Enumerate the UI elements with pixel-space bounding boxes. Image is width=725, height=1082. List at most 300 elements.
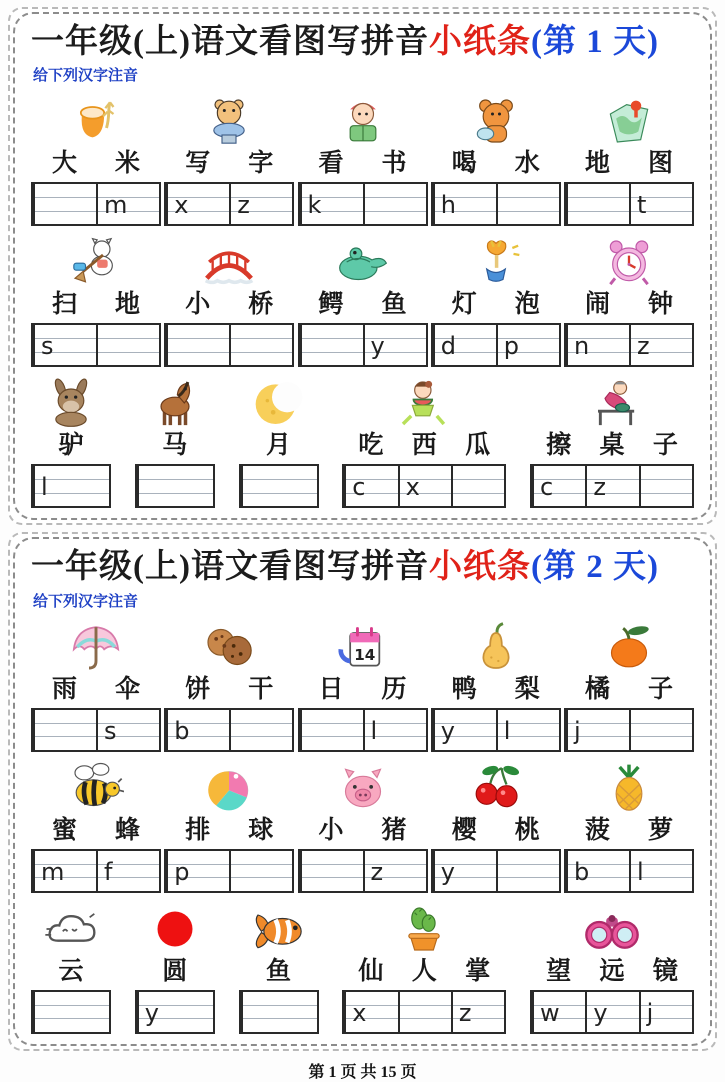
pinyin-grid (564, 323, 694, 367)
pinyin-cell[interactable] (300, 184, 363, 224)
pinyin-grid (31, 464, 111, 508)
word-character: 桃 (514, 816, 540, 844)
pinyin-cell[interactable] (433, 325, 496, 365)
pinyin-hint-letter: y (370, 332, 385, 361)
pinyin-hint-letter: p (503, 332, 519, 361)
rice-basket-icon (68, 95, 124, 147)
tulip-lamp-illustration (468, 230, 524, 288)
clownfish-icon (251, 903, 307, 955)
word-item-map (564, 89, 694, 226)
bear-drinking-illustration (468, 89, 524, 147)
word-character: 地 (114, 291, 140, 319)
wiping-table-icon (584, 377, 640, 429)
red-bridge-illustration (201, 230, 257, 288)
pinyin-cell[interactable] (137, 992, 213, 1032)
pinyin-cell[interactable] (398, 992, 451, 1032)
girl-watermelon-illustration (396, 371, 452, 429)
word-character: 米 (114, 150, 140, 178)
word-item-crocodile (298, 230, 428, 367)
section-title-highlight: 小纸条 (428, 24, 531, 60)
word-character: 鱼 (265, 957, 291, 985)
worksheet-strip-day-2 (8, 532, 717, 1050)
pinyin-grid (31, 182, 161, 226)
word-character: 伞 (114, 675, 140, 703)
pinyin-grid (530, 464, 694, 508)
pinyin-cell[interactable] (629, 325, 692, 365)
word-characters (33, 675, 159, 705)
pinyin-hint-letter: x (174, 191, 189, 220)
word-character: 喝 (451, 150, 477, 178)
word-character: 望 (546, 957, 572, 985)
word-characters (566, 149, 692, 179)
word-character: 蜂 (114, 816, 140, 844)
word-characters (300, 290, 426, 320)
word-character: 雨 (51, 675, 77, 703)
pinyin-cell[interactable] (137, 466, 213, 506)
word-item-calendar (298, 615, 428, 752)
section-title-day: (第 2 天) (530, 549, 659, 586)
word-characters (137, 431, 213, 461)
pinyin-hint-letter: c (540, 473, 554, 502)
word-characters (433, 816, 559, 846)
pinyin-grid (342, 464, 506, 508)
red-circle-icon (147, 903, 203, 955)
pinyin-cell[interactable] (241, 466, 317, 506)
pinyin-hint-letter: z (458, 998, 472, 1027)
pinyin-grid (431, 323, 561, 367)
word-item-umbrella (31, 615, 161, 752)
pinyin-grid (31, 708, 161, 752)
pinyin-cell[interactable] (33, 325, 96, 365)
section-title-highlight: 小纸条 (428, 549, 531, 586)
word-item-cookies (164, 615, 294, 752)
pinyin-cell[interactable] (33, 992, 109, 1032)
section-title-main: 一年级(上)语文看图写拼音 (31, 549, 429, 586)
pinyin-grid (298, 849, 428, 893)
word-item-red-circle (135, 897, 215, 1034)
pinyin-grid (564, 708, 694, 752)
pinyin-cell[interactable] (229, 710, 292, 750)
pinyin-grid (564, 849, 694, 893)
cat-sweeping-illustration (68, 230, 124, 288)
word-character: 书 (381, 150, 407, 178)
word-characters (137, 957, 213, 987)
pinyin-hint-letter: l (637, 857, 644, 886)
word-characters (33, 957, 109, 987)
pinyin-grid (530, 990, 694, 1034)
pinyin-cell[interactable] (629, 710, 692, 750)
pinyin-cell[interactable] (229, 325, 292, 365)
pineapple-illustration (601, 756, 657, 814)
word-character: 排 (185, 816, 211, 844)
worksheet-strip-day-1 (8, 7, 717, 525)
pinyin-cell[interactable] (363, 184, 426, 224)
pineapple-icon (601, 762, 657, 814)
word-characters (344, 431, 504, 461)
alarm-clock-icon (601, 236, 657, 288)
pinyin-cell[interactable] (33, 466, 109, 506)
rice-basket-illustration (68, 89, 124, 147)
word-item-child-reading (298, 89, 428, 226)
child-reading-illustration (335, 89, 391, 147)
word-character: 圆 (162, 957, 188, 985)
word-character: 大 (51, 150, 77, 178)
pinyin-cell[interactable] (532, 992, 585, 1032)
section-title (31, 547, 694, 588)
word-character: 泡 (514, 291, 540, 319)
word-item-donkey (31, 371, 111, 508)
pinyin-cell[interactable] (566, 184, 629, 224)
word-character: 桌 (599, 432, 625, 460)
pinyin-hint-letter: p (174, 857, 190, 886)
word-character: 马 (162, 432, 188, 460)
pinyin-hint-letter: c (352, 473, 366, 502)
word-characters (300, 816, 426, 846)
cookies-icon (201, 621, 257, 673)
word-character: 鸭 (451, 675, 477, 703)
pinyin-grid (431, 708, 561, 752)
word-item-red-bridge (164, 230, 294, 367)
calendar-icon (335, 621, 391, 673)
pinyin-cell[interactable] (398, 466, 451, 506)
pinyin-hint-letter: j (574, 716, 581, 745)
donkey-icon (43, 377, 99, 429)
svg-text:14: 14 (353, 645, 375, 664)
pinyin-hint-letter: h (440, 191, 456, 220)
word-character: 鳄 (318, 291, 344, 319)
word-character: 擦 (546, 432, 572, 460)
pinyin-cell[interactable] (344, 992, 397, 1032)
word-character: 掌 (465, 957, 491, 985)
word-item-pear (431, 615, 561, 752)
pinyin-cell[interactable] (496, 325, 559, 365)
word-characters (241, 431, 317, 461)
word-character: 图 (647, 150, 673, 178)
pinyin-hint-letter: l (41, 473, 48, 502)
tulip-lamp-icon (468, 236, 524, 288)
cat-sweeping-icon (68, 236, 124, 288)
pinyin-hint-letter: l (503, 716, 511, 745)
cactus-icon (396, 903, 452, 955)
red-bridge-icon (201, 236, 257, 288)
word-item-moon (239, 371, 319, 508)
word-characters (433, 290, 559, 320)
word-character: 地 (584, 150, 610, 178)
word-character: 月 (265, 432, 291, 460)
binoculars-illustration (584, 897, 640, 955)
pinyin-cell[interactable] (166, 851, 229, 891)
pinyin-cell[interactable] (363, 710, 426, 750)
child-reading-icon (335, 95, 391, 147)
word-item-tangerine (564, 615, 694, 752)
page-number: 第 1 页 共 15 页 (308, 1063, 417, 1081)
pinyin-cell[interactable] (300, 710, 363, 750)
pear-icon (468, 621, 524, 673)
pinyin-hint-letter: m (104, 191, 128, 220)
word-item-wiping-table (530, 371, 694, 508)
bee-icon (68, 762, 124, 814)
clownfish-illustration (251, 897, 307, 955)
wiping-table-illustration (584, 371, 640, 429)
word-item-tiger-writing (164, 89, 294, 226)
word-character: 小 (185, 291, 211, 319)
word-characters (166, 149, 292, 179)
section-title-main: 一年级(上)语文看图写拼音 (31, 24, 429, 60)
word-item-cloud (31, 897, 111, 1034)
pinyin-cell[interactable] (496, 710, 559, 750)
pinyin-cell[interactable] (344, 466, 397, 506)
pinyin-cell[interactable] (451, 992, 504, 1032)
pinyin-cell[interactable] (96, 325, 159, 365)
item-row (31, 230, 694, 367)
word-characters (241, 957, 317, 987)
pinyin-grid (31, 849, 161, 893)
pinyin-grid (135, 464, 215, 508)
pinyin-hint-letter: b (574, 857, 590, 886)
binoculars-icon (584, 903, 640, 955)
word-item-cherries (431, 756, 561, 893)
pinyin-grid (164, 323, 294, 367)
word-characters (33, 290, 159, 320)
pinyin-cell[interactable] (433, 851, 496, 891)
cactus-illustration (396, 897, 452, 955)
pinyin-cell[interactable] (96, 184, 159, 224)
beach-ball-icon (201, 762, 257, 814)
pinyin-cell[interactable] (639, 992, 692, 1032)
pinyin-cell[interactable] (96, 851, 159, 891)
pinyin-cell[interactable] (566, 710, 629, 750)
pinyin-grid (431, 182, 561, 226)
pinyin-grid (164, 849, 294, 893)
map-icon (601, 95, 657, 147)
word-item-tulip-lamp (431, 230, 561, 367)
umbrella-icon (68, 621, 124, 673)
pinyin-hint-letter: b (174, 716, 190, 745)
pinyin-cell[interactable] (166, 710, 229, 750)
pinyin-cell[interactable] (566, 851, 629, 891)
tangerine-illustration (601, 615, 657, 673)
pinyin-grid (298, 708, 428, 752)
beach-ball-illustration (201, 756, 257, 814)
pinyin-cell[interactable] (585, 992, 638, 1032)
word-characters (33, 149, 159, 179)
worksheet-page (0, 7, 725, 1051)
pinyin-grid (164, 182, 294, 226)
word-character: 扫 (51, 291, 77, 319)
pinyin-cell[interactable] (629, 851, 692, 891)
word-character: 远 (599, 957, 625, 985)
word-item-bear-drinking (431, 89, 561, 226)
word-character: 瓜 (465, 432, 491, 460)
tiger-writing-icon (201, 95, 257, 147)
section-instruction: 给下列汉字注音 (33, 592, 139, 610)
word-characters (166, 290, 292, 320)
pinyin-hint-letter: z (593, 473, 606, 502)
pinyin-cell[interactable] (629, 184, 692, 224)
word-character: 菠 (584, 816, 610, 844)
word-item-alarm-clock (564, 230, 694, 367)
pinyin-cell[interactable] (229, 851, 292, 891)
word-character: 灯 (451, 291, 477, 319)
alarm-clock-illustration (601, 230, 657, 288)
pinyin-cell[interactable] (166, 184, 229, 224)
word-character: 日 (318, 675, 344, 703)
pinyin-cell[interactable] (496, 184, 559, 224)
cherries-icon (468, 762, 524, 814)
pinyin-hint-letter: y (144, 998, 159, 1027)
item-row (31, 897, 694, 1034)
item-row (31, 89, 694, 226)
worksheet-section-day-2 (13, 537, 712, 1045)
word-character: 梨 (514, 675, 540, 703)
pig-icon (335, 762, 391, 814)
donkey-illustration (43, 371, 99, 429)
tiger-writing-illustration (201, 89, 257, 147)
word-character: 猪 (381, 816, 407, 844)
word-item-clownfish (239, 897, 319, 1034)
pinyin-cell[interactable] (300, 325, 363, 365)
word-character: 橘 (584, 675, 610, 703)
word-character: 仙 (358, 957, 384, 985)
word-characters (33, 816, 159, 846)
section-title (31, 22, 694, 63)
word-item-cat-sweeping (31, 230, 161, 367)
pinyin-hint-letter: t (637, 191, 647, 220)
pinyin-grid (342, 990, 506, 1034)
pinyin-hint-letter: k (307, 191, 322, 220)
word-characters (300, 675, 426, 705)
word-character: 吃 (358, 432, 384, 460)
pinyin-grid (239, 464, 319, 508)
word-character: 小 (318, 816, 344, 844)
crocodile-icon (335, 236, 391, 288)
cloud-icon (43, 903, 99, 955)
word-character: 钟 (647, 291, 673, 319)
pig-illustration (335, 756, 391, 814)
pinyin-grid (431, 849, 561, 893)
pinyin-cell[interactable] (300, 851, 363, 891)
word-characters (433, 675, 559, 705)
word-character: 樱 (451, 816, 477, 844)
crocodile-illustration (335, 230, 391, 288)
pinyin-hint-letter: y (440, 857, 455, 886)
word-item-binoculars (530, 897, 694, 1034)
word-character: 子 (647, 675, 673, 703)
pinyin-cell[interactable] (363, 851, 426, 891)
word-character: 闹 (584, 291, 610, 319)
pinyin-cell[interactable] (33, 710, 96, 750)
item-row (31, 371, 694, 508)
word-character: 西 (411, 432, 437, 460)
moon-illustration (251, 371, 307, 429)
word-characters (566, 290, 692, 320)
pinyin-cell[interactable] (166, 325, 229, 365)
word-item-rice-basket (31, 89, 161, 226)
cloud-illustration (43, 897, 99, 955)
tangerine-icon (601, 621, 657, 673)
word-character: 桥 (248, 291, 274, 319)
horse-icon (147, 377, 203, 429)
word-character: 驴 (58, 432, 84, 460)
pinyin-hint-letter: l (370, 716, 378, 745)
word-character: 子 (652, 432, 678, 460)
cookies-illustration (201, 615, 257, 673)
word-characters (33, 431, 109, 461)
pinyin-hint-letter: n (574, 332, 590, 361)
pinyin-cell[interactable] (639, 466, 692, 506)
red-circle-illustration (147, 897, 203, 955)
word-character: 饼 (185, 675, 211, 703)
word-character: 云 (58, 957, 84, 985)
word-item-pineapple (564, 756, 694, 893)
word-item-bee (31, 756, 161, 893)
pinyin-hint-letter: s (41, 332, 54, 361)
horse-illustration (147, 371, 203, 429)
pinyin-hint-letter: m (41, 857, 65, 886)
pinyin-grid (31, 990, 111, 1034)
pinyin-hint-letter: z (370, 857, 384, 886)
map-illustration (601, 89, 657, 147)
umbrella-illustration (68, 615, 124, 673)
word-character: 蜜 (51, 816, 77, 844)
worksheet-section-day-1 (13, 12, 712, 520)
word-item-horse (135, 371, 215, 508)
word-characters (300, 149, 426, 179)
pinyin-cell[interactable] (585, 466, 638, 506)
word-characters (532, 957, 692, 987)
pinyin-cell[interactable] (496, 851, 559, 891)
item-row (31, 615, 694, 752)
pear-illustration (468, 615, 524, 673)
pinyin-cell[interactable] (33, 851, 96, 891)
pinyin-cell[interactable] (229, 184, 292, 224)
word-character: 萝 (647, 816, 673, 844)
word-characters (433, 149, 559, 179)
pinyin-grid (239, 990, 319, 1034)
word-character: 鱼 (381, 291, 407, 319)
word-character: 写 (185, 150, 211, 178)
pinyin-cell[interactable] (363, 325, 426, 365)
pinyin-cell[interactable] (451, 466, 504, 506)
pinyin-cell[interactable] (532, 466, 585, 506)
word-character: 人 (411, 957, 437, 985)
word-character: 字 (248, 150, 274, 178)
pinyin-cell[interactable] (33, 184, 96, 224)
pinyin-cell[interactable] (433, 184, 496, 224)
section-title-day: (第 1 天) (530, 24, 659, 60)
word-character: 镜 (652, 957, 678, 985)
word-characters (566, 816, 692, 846)
word-character: 历 (381, 675, 407, 703)
pinyin-grid (298, 182, 428, 226)
word-characters (344, 957, 504, 987)
pinyin-cell[interactable] (241, 992, 317, 1032)
pinyin-hint-letter: s (104, 716, 117, 745)
pinyin-hint-letter: z (237, 191, 250, 220)
word-item-girl-watermelon (342, 371, 506, 508)
pinyin-hint-letter: y (440, 716, 455, 745)
pinyin-grid (31, 323, 161, 367)
pinyin-cell[interactable] (433, 710, 496, 750)
pinyin-grid (298, 323, 428, 367)
pinyin-cell[interactable] (566, 325, 629, 365)
word-characters (166, 816, 292, 846)
word-character: 干 (248, 675, 274, 703)
pinyin-cell[interactable] (96, 710, 159, 750)
word-character: 看 (318, 150, 344, 178)
word-item-beach-ball (164, 756, 294, 893)
pinyin-hint-letter: x (405, 473, 420, 502)
